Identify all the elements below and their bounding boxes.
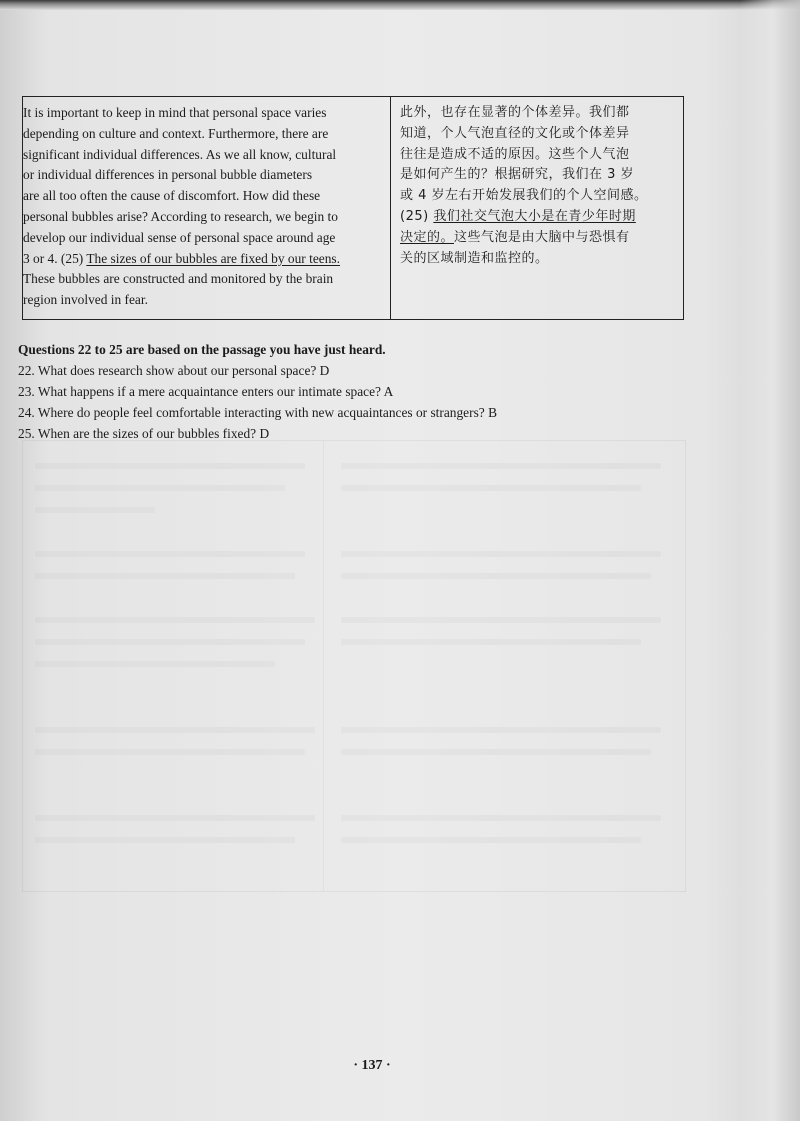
question-item: 24. Where do people feel comfortable interacting with new acquaintances or strangers? B <box>18 405 498 420</box>
english-line: are all too often the cause of discomfort. How did these <box>23 188 321 204</box>
chinese-line: 往往是造成不适的原因。这些个人气泡 <box>400 146 630 162</box>
chinese-line: 知道，个人气泡直径的文化或个体差异 <box>400 125 630 141</box>
chinese-line <box>400 207 675 228</box>
page-right-edge <box>740 0 800 1121</box>
underlined-answer-translation: 我们社交气泡大小是在青少年时期 <box>433 208 636 224</box>
chinese-column <box>392 97 683 319</box>
underlined-answer-sentence: The sizes of our bubbles are fixed by our teens. <box>86 250 340 266</box>
chinese-line: 此外，也存在显著的个体差异。我们都 <box>400 105 630 120</box>
english-line: personal bubbles arise? According to research, we begin to <box>23 208 338 224</box>
chinese-line: 关的区域制造和监控的。 <box>400 250 549 266</box>
translation-table <box>22 96 684 320</box>
english-line: These bubbles are constructed and monitored by the brain <box>23 271 334 287</box>
question-item: 25. When are the sizes of our bubbles fixed? D <box>18 426 270 441</box>
english-line: significant individual differences. As we all know, cultural <box>23 146 337 162</box>
chinese-line: 是如何产生的？根据研究，我们在 3 岁 <box>400 167 635 183</box>
english-column <box>23 97 391 319</box>
chinese-line-prefix: (25) <box>400 208 434 224</box>
chinese-line: 或 4 岁左右开始发展我们的个人空间感。 <box>400 188 648 204</box>
bleed-through-table <box>22 440 686 892</box>
question-item: 23. What happens if a mere acquaintance enters our intimate space? A <box>18 384 394 399</box>
chinese-line <box>400 228 675 249</box>
english-line: or individual differences in personal bubble diameters <box>23 167 313 183</box>
page-number: · 137 · <box>353 1058 391 1073</box>
questions-heading: Questions 22 to 25 are based on the passage you have just heard. <box>18 342 386 357</box>
english-line: develop our individual sense of personal space around age <box>23 229 336 245</box>
chinese-line-rest: 这些气泡是由大脑中与恐惧有 <box>454 229 630 245</box>
english-line: region involved in fear. <box>23 292 148 308</box>
english-line: depending on culture and context. Furthermore, there are <box>23 125 329 141</box>
english-line: It is important to keep in mind that personal space varies <box>23 105 327 120</box>
question-item: 22. What does research show about our personal space? D <box>18 363 330 378</box>
questions-section <box>18 339 718 444</box>
english-line <box>23 249 386 270</box>
underlined-answer-translation: 决定的。 <box>400 229 455 245</box>
page-top-shadow <box>0 0 800 10</box>
english-line-prefix: 3 or 4. (25) <box>23 250 87 266</box>
